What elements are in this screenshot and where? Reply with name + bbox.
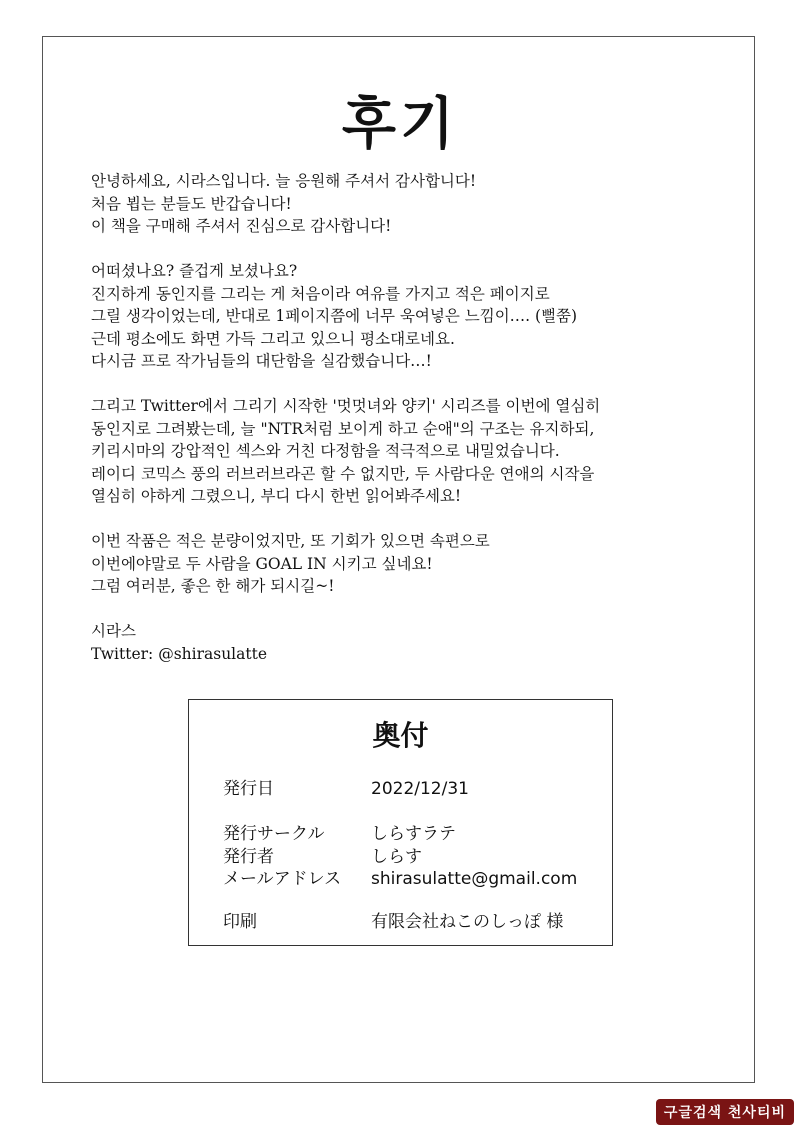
colophon-box xyxy=(188,699,613,946)
paragraph-closing xyxy=(91,530,711,598)
paragraph-impressions xyxy=(91,260,711,373)
afterword-title: 후기 xyxy=(341,92,459,157)
text-line: 이 책을 구매해 주셔서 진심으로 감사합니다! xyxy=(91,217,392,235)
text-line: 그릴 생각이었는데, 반대로 1페이지쯤에 너무 욱여넣은 느낌이…. (뻘쭘) xyxy=(91,307,578,325)
text-line: 어떠셨나요? 즐겁게 보셨나요? xyxy=(91,262,298,280)
text-line: 그리고 Twitter에서 그리기 시작한 '멋멋녀와 양키' 시리즈를 이번에 열심히 xyxy=(91,397,601,415)
colophon-value: しらすラテ xyxy=(371,824,456,844)
colophon-label: メールアドレス xyxy=(223,869,342,889)
colophon-title: 奥付 xyxy=(372,719,429,752)
text-line: 그럼 여러분, 좋은 한 해가 되시길~! xyxy=(91,577,335,595)
colophon-value: shirasulatte@gmail.com xyxy=(371,869,578,889)
afterword-body xyxy=(91,170,711,688)
twitter-handle: Twitter: @shirasulatte xyxy=(91,644,268,663)
colophon-label: 発行サークル xyxy=(223,824,325,844)
text-line: 처음 뵙는 분들도 반갑습니다! xyxy=(91,194,292,213)
paragraph-series xyxy=(91,395,711,508)
colophon-value: 2022/12/31 xyxy=(371,779,469,799)
paragraph-signature xyxy=(91,620,711,665)
text-line: 동인지로 그려봤는데, 늘 "NTR처럼 보이게 하고 순애"의 구조는 유지하되, xyxy=(91,419,595,438)
text-line: 이번 작품은 적은 분량이었지만, 또 기회가 있으면 속편으로 xyxy=(91,532,490,550)
text-line: 레이디 코믹스 풍의 러브러브라곤 할 수 없지만, 두 사람다운 연애의 시작을 xyxy=(91,464,595,483)
text-line: 열심히 야하게 그렸으니, 부디 다시 한번 읽어봐주세요! xyxy=(91,487,462,505)
text-line: 이번에야말로 두 사람을 GOAL IN 시키고 싶네요! xyxy=(91,554,433,573)
colophon-label: 発行日 xyxy=(223,779,274,799)
text-line: 근데 평소에도 화면 가득 그리고 있으니 평소대로네요. xyxy=(91,329,455,348)
colophon-label: 発行者 xyxy=(223,847,274,867)
text-line: 안녕하세요, 시라스입니다. 늘 응원해 주셔서 감사합니다! xyxy=(91,172,477,190)
author-name: 시라스 xyxy=(91,622,136,640)
text-line: 진지하게 동인지를 그리는 게 처음이라 여유를 가지고 적은 페이지로 xyxy=(91,284,550,303)
text-line: 다시금 프로 작가님들의 대단함을 실감했습니다…! xyxy=(91,352,432,370)
watermark-badge: 구글검색 천사티비 xyxy=(656,1099,794,1125)
text-line: 키리시마의 강압적인 섹스와 거친 다정함을 적극적으로 내밀었습니다. xyxy=(91,442,560,460)
colophon-value: しらす xyxy=(371,847,422,867)
paragraph-greeting xyxy=(91,170,711,238)
colophon-label: 印刷 xyxy=(223,912,257,932)
colophon-value: 有限会社ねこのしっぽ 様 xyxy=(371,912,564,932)
